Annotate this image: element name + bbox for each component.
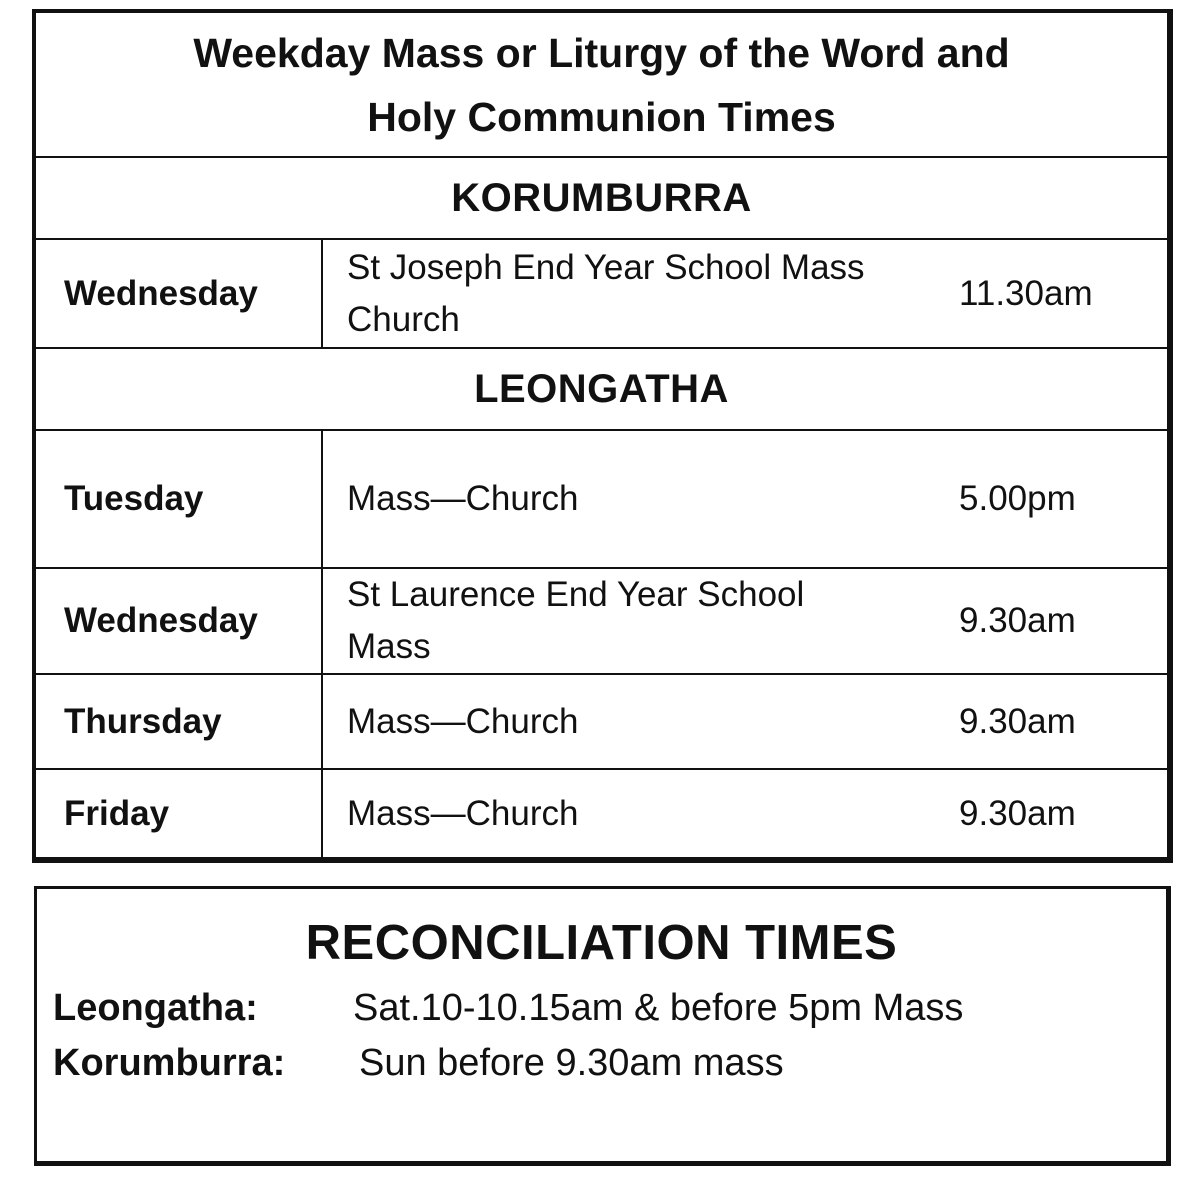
reconciliation-time: Sun before 9.30am mass — [359, 1042, 784, 1084]
schedule-title-line1: Weekday Mass or Liturgy of the Word and — [193, 29, 1010, 76]
schedule-title-line2: Holy Communion Times — [367, 93, 836, 140]
event-description: Mass—Church — [347, 479, 579, 518]
reconciliation-row — [53, 1042, 784, 1085]
event-description — [347, 569, 907, 673]
day-label: Thursday — [36, 674, 322, 769]
day-label: Tuesday — [36, 430, 322, 568]
town-header-row — [36, 157, 1167, 239]
event-description-line2: Church — [347, 299, 460, 339]
event-description-line1: St Joseph End Year School Mass — [347, 247, 865, 287]
day-label: Friday — [36, 769, 322, 857]
event-time: 9.30am — [959, 701, 1076, 741]
reconciliation-location: Korumburra: — [53, 1042, 286, 1084]
event-time: 9.30am — [959, 793, 1076, 833]
event-description-line2: Mass — [347, 627, 431, 666]
reconciliation-time: Sat.10-10.15am & before 5pm Mass — [353, 987, 964, 1029]
event-time: 9.30am — [959, 601, 1076, 640]
weekday-mass-table — [36, 13, 1167, 857]
schedule-title-row — [36, 13, 1167, 157]
event-time: 11.30am — [959, 273, 1093, 313]
schedule-title — [36, 13, 1167, 157]
table-row — [36, 769, 1167, 857]
day-label: Wednesday — [36, 239, 322, 348]
table-row — [36, 239, 1167, 348]
weekday-mass-schedule — [32, 9, 1173, 863]
event-info — [322, 674, 1167, 769]
reconciliation-box — [34, 886, 1171, 1166]
table-row — [36, 568, 1167, 674]
table-row — [36, 674, 1167, 769]
day-label: Wednesday — [36, 568, 322, 674]
event-time: 5.00pm — [959, 479, 1076, 518]
reconciliation-title: RECONCILIATION TIMES — [305, 916, 898, 970]
event-info — [322, 430, 1167, 568]
town-heading-korumburra: KORUMBURRA — [36, 157, 1167, 239]
table-row — [36, 430, 1167, 568]
reconciliation-row — [53, 987, 963, 1030]
event-info — [322, 769, 1167, 857]
event-info — [322, 239, 1167, 348]
event-description: Mass—Church — [347, 701, 579, 741]
event-description: Mass—Church — [347, 793, 579, 833]
event-info — [322, 568, 1167, 674]
event-description-line1: St Laurence End Year School — [347, 575, 805, 614]
reconciliation-location: Leongatha: — [53, 987, 258, 1029]
event-description — [347, 242, 907, 346]
town-heading-leongatha: LEONGATHA — [36, 348, 1167, 430]
town-header-row — [36, 348, 1167, 430]
